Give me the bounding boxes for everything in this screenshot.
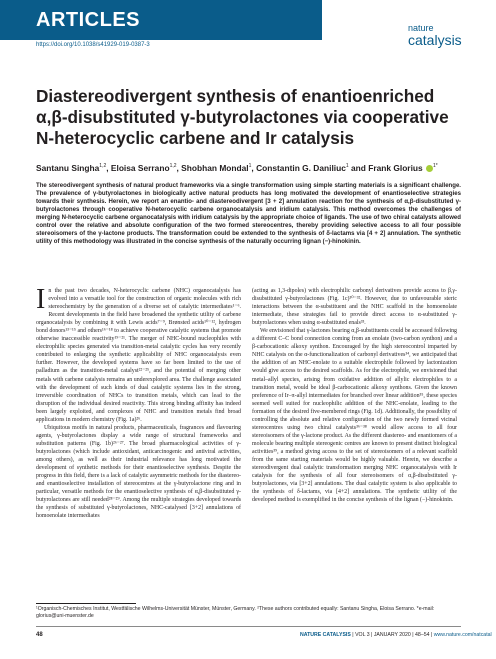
footer-issue: | VOL 3 | JANUARY 2020 | 48–54 | — [352, 632, 433, 638]
footnote-divider — [36, 603, 136, 604]
page-number: 48 — [36, 632, 43, 638]
author-affiliation: 1,2 — [99, 163, 107, 170]
author-list: Santanu Singha$^{1,2}$, Eloisa Serrano$^{1,2}$, Shobhan Mondal$^1$, Constantin G. Daniliuc$^1$ and Frank Glorius $^{1*}$ — [36, 163, 438, 173]
body-paragraph — [36, 284, 241, 424]
author-name[interactable]: Eloisa Serrano — [110, 163, 170, 173]
body-paragraph: We envisioned that γ-lactones bearing α,β-substituents could be accessed following a different C–C bond connection coming from an enolate (two-carbon synthon) and a β-carbocationic alkoxy synthon. Encouraged by the high stereocontrol imparted by NHC catalysts on the α-functionalization of carbonyl derivatives³⁴, we anticipated that the addition of an NHC-enolate to a suitable electrophile followed by lactonization would give access to the desired scaffolds. As for the electrophile, we envisioned that metal–allyl species, arising from oxidative addition of allylic electrophiles to a transition metal, would be ideal β-carbocationic alkoxy synthons. Given the known preference of Ir–π-allyl intermediates for branched over linear addition³⁵, these species seemed well suited for nucleophilic addition of the NHC-enolate, leading to the formation of the desired five-membered rings (Fig. 1d). Additionally, the possibility of controlling the absolute and relative configuration of the two newly formed vicinal stereocentres using two chiral catalysts³⁶⁻³⁸ would allow access to all four stereoisomers of the γ-lactone product. As the different diastereo- and enantiomers of a molecule bearing multiple stereogenic centres are known to present distinct biological activities³⁹, a method giving access to the set of stereoisomers of a relevant scaffold from the same starting materials would be highly valuable. Herein, we describe a stereodivergent dual catalytic transformation merging NHC organocatalysis with Ir catalysis for the synthesis of all four stereoisomers of α,β-disubstituted γ-butyrolactones, via [3+2] annulations. The dual catalytic system is also applicable to the synthesis of δ-lactams, via [4+2] annulations. The synthetic utility of the developed method is exemplified in the concise synthesis of the lignan (−)-hinokinin. — [252, 328, 457, 504]
author-affiliation: 1 — [248, 163, 252, 170]
journal-logo-line1: nature — [408, 23, 434, 33]
journal-logo[interactable] — [408, 24, 468, 47]
author-affiliation: 1* — [433, 163, 438, 170]
article-header — [0, 0, 496, 59]
section-banner — [0, 0, 322, 40]
orcid-icon[interactable] — [426, 165, 433, 172]
body-paragraph: Ubiquitous motifs in natural products, pharmaceuticals, fragrances and flavouring agents, γ-butyrolactones display a wide range of structural frameworks and substitution patterns (Fig. 1b)²⁶⁻²⁷. The broad pharmacological activities of γ-butyrolactones (which include antioxidant, anticarcinogenic and antiviral activities, among others), as well as their industrial relevance has long motivated the development of synthetic methods for their enantioselective synthesis. Despite the progress in this field, there is a lack of catalytic asymmetric methods for the diastereo- and enantioselective installation of stereocentres at the γ-butyrolactone ring and in particular, versatile methods for the enantioselective synthesis of α,β-disubstituted γ-butyrolactones are still needed²⁸⁻²⁹. Among the multiple strategies developed towards the synthesis of substituted γ-butyrolactones, NHC-catalysed [3+2] annulations of homoenolate intermediates — [36, 424, 241, 520]
author-name[interactable]: Constantin G. Daniliuc — [256, 163, 346, 173]
affiliation-footnote: ¹Organisch-Chemisches Institut, Westfälische Wilhelms-Universität Münster, Münster, Germany. ²These authors contributed equally: Santanu Singha, Eloisa Serrano. *e-mail: glorius@uni-muenster.de — [36, 606, 435, 619]
author-affiliation: 1,2 — [169, 163, 177, 170]
footer-divider — [36, 626, 461, 627]
section-label: ARTICLES — [36, 9, 140, 31]
footer-journal: NATURE CATALYSIS — [300, 632, 351, 638]
body-column-left — [36, 284, 241, 520]
drop-cap: I — [36, 284, 46, 315]
running-footer — [300, 632, 492, 638]
journal-logo-line2: catalysis — [408, 32, 462, 48]
footer-url[interactable]: www.nature.com/natcatal — [433, 632, 492, 638]
body-paragraph: (acting as 1,3-dipoles) with electrophilic carbonyl derivatives provide access to β,γ-disubstituted γ-butyrolactones (Fig. 1c)³⁰⁻³². However, due to unfavourable steric interactions between the α-substituent and the NHC scaffold in the homoenolate intermediate, these strategies fail to provide direct access to α-substituted γ-butyrolactones when using α-substituted enals³³. — [252, 288, 457, 327]
body-column-right — [252, 287, 457, 504]
author-affiliation: 1 — [345, 163, 349, 170]
article-title: Diastereodivergent synthesis of enantioenriched α,β-disubstituted γ-butyrolactones via cooperative N-heterocyclic carbene and Ir catalysis — [36, 86, 449, 148]
author-name[interactable]: Santanu Singha — [36, 163, 100, 173]
doi-link[interactable]: https://doi.org/10.1038/s41929-019-0387-3 — [36, 42, 150, 48]
author-name[interactable]: Frank Glorius — [368, 163, 423, 173]
abstract: The stereodivergent synthesis of natural product frameworks via a single transformation using simple starting materials is a significant challenge. The prevalence of γ-butyrolactones in biologically active natural products has long motivated the development of enantioselective strategies towards their synthesis. Herein, we report an enantio- and diastereodivergent [3 + 2] annulation reaction for the synthesis of α,β-disubstituted γ-butyrolactones through cooperative N-heterocyclic carbene organocatalysis and iridium catalysis. This method overcomes the challenges of merging N-heterocyclic carbene organocatalysis with iridium catalysis by the appropriate choice of ligands. The use of two chiral catalysts allowed control over the relative and absolute configuration of the two formed stereocentres, thereby providing selective access to all four possible stereoisomers of the γ-lactone products. The transformation could be extended to the synthesis of δ-lactams via [4 + 2] annulation. The synthetic utility of this methodology was illustrated in the concise synthesis of the naturally occurring lignan (−)-hinokinin. — [36, 183, 461, 246]
author-name[interactable]: Shobhan Mondal — [181, 163, 249, 173]
body-paragraph-text: n the past two decades, N-heterocyclic carbene (NHC) organocatalysis has evolved into a versatile tool for the construction of organic molecules with rich stereochemistry by the generation of a diverse set of catalytic intermediates¹⁻⁶. Recent developments in the field have broadened the synthetic utility of carbene organocatalysis by combining it with Lewis acids⁷⁻⁹, Brønsted acids¹⁰⁻¹², hydrogen bond donors¹³⁻¹⁵ and others¹⁶⁻¹⁸ to achieve cooperative catalytic systems that promote otherwise inaccessible reactivity¹⁹⁻²¹. The merger of NHC-bound nucleophiles with electrophilic species generated via transition-metal catalytic cycles has very recently contributed to enlarging the synthetic applicability of NHC organocatalysis even further. However, the developed systems have so far been limited to the use of palladium as the transition-metal catalyst²²⁻²⁵, and the potential of merging other metals with carbene catalysis remains an underexplored area. The challenge associated with the development of such kinds of dual catalytic systems lies in the strong, irreversible coordination of NHCs to transition metals, which can lead to the disruption of the individual desired reactivity. This strong binding affinity has indeed been largely exploited, and complexes of NHC and transition metals find broad applications in modern chemistry (Fig. 1a)²⁶. — [36, 288, 241, 423]
